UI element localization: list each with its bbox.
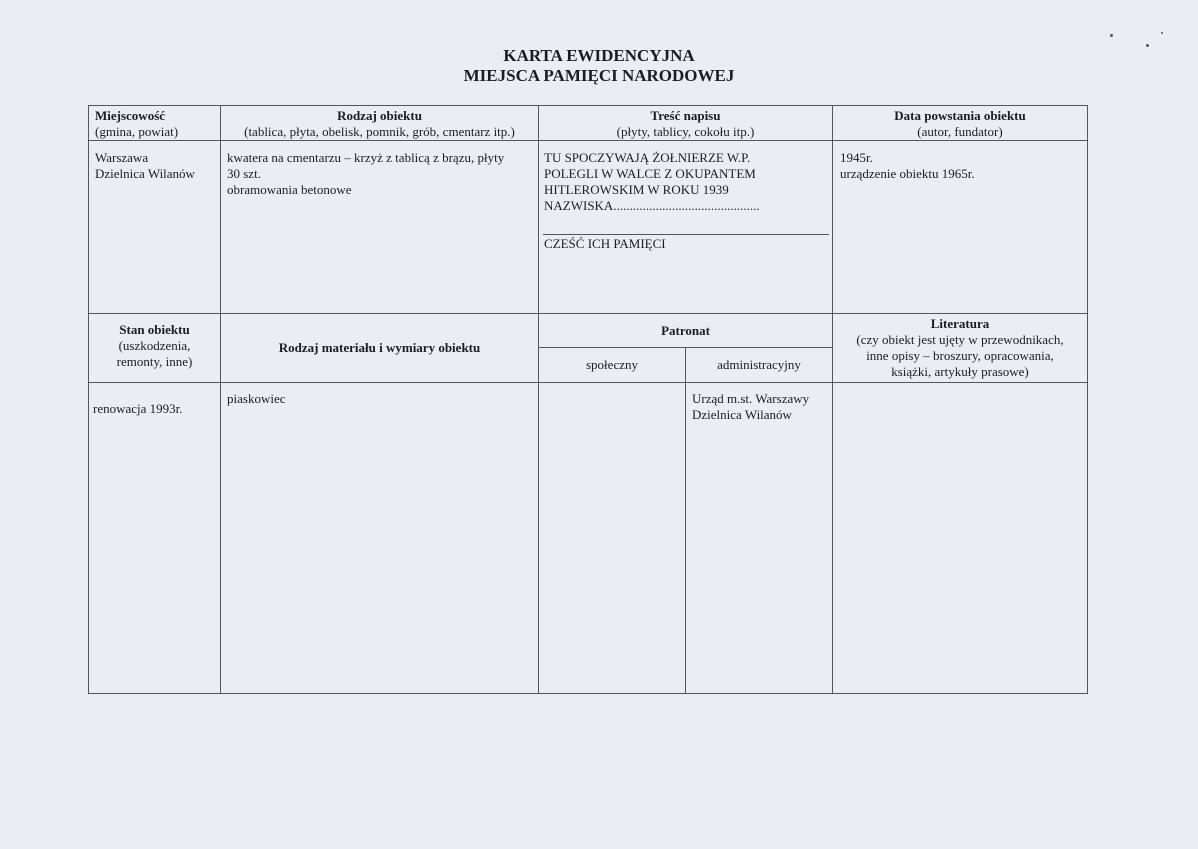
value-stan-obiektu [93, 401, 219, 417]
record-table [88, 105, 1088, 694]
header-administracyjny-label: administracyjny [717, 357, 801, 372]
value-tresc-line: POLEGLI W WALCE Z OKUPANTEM [544, 166, 756, 181]
col-divider-2 [538, 106, 539, 694]
row-divider-bottom-header [89, 382, 1087, 383]
col-divider-patronat [685, 347, 686, 694]
header-spoleczny-label: społeczny [586, 357, 638, 372]
header-data-title: Data powstania obiektu [894, 108, 1026, 123]
value-rodzaj-line: kwatera na cmentarzu – krzyż z tablicą z brązu, płyty [227, 150, 505, 165]
value-data-line: 1945r. [840, 150, 873, 165]
header-literatura-sub: (czy obiekt jest ujęty w przewodnikach, [856, 332, 1064, 347]
scan-speck [1146, 44, 1149, 47]
header-miejscowosc-title: Miejscowość [95, 108, 166, 123]
value-rodzaj-line: obramowania betonowe [227, 182, 352, 197]
header-literatura-sub: inne opisy – broszury, opracowania, [866, 348, 1054, 363]
row-divider-top-header [89, 140, 1087, 141]
value-data-line: urządzenie obiektu 1965r. [840, 166, 975, 181]
header-rodzaj-obiektu [221, 108, 538, 140]
value-miejscowosc [95, 150, 219, 182]
header-patronat-administracyjny [686, 357, 832, 373]
header-literatura-title: Literatura [930, 316, 990, 331]
value-rodzaj-obiektu [227, 150, 537, 198]
header-stan-sub: remonty, inne) [116, 354, 193, 369]
row-divider-mid [89, 313, 1087, 314]
header-tresc-napisu [539, 108, 832, 140]
scan-speck [1161, 32, 1163, 34]
header-rodzaj-sub: (tablica, płyta, obelisk, pomnik, grób, cmentarz itp.) [244, 124, 515, 139]
value-material-text: piaskowiec [227, 391, 286, 406]
header-stan-obiektu [89, 322, 220, 370]
value-administracyjny-line: Dzielnica Wilanów [692, 407, 792, 422]
header-tresc-title: Treść napisu [650, 108, 721, 123]
header-patronat-title: Patronat [661, 323, 710, 338]
scan-speck [1110, 34, 1113, 37]
inscription-rule [543, 234, 829, 235]
value-miejscowosc-line: Warszawa [95, 150, 149, 165]
value-material [227, 391, 537, 407]
header-rodzaj-title: Rodzaj obiektu [337, 108, 422, 123]
header-stan-sub: (uszkodzenia, [118, 338, 191, 353]
value-data-powstania [840, 150, 1086, 182]
header-patronat-spoleczny [539, 357, 685, 373]
col-divider-3 [832, 106, 833, 694]
page-title [0, 46, 1198, 86]
value-tresc-line: NAZWISKA............................................. [544, 198, 760, 213]
value-tresc-footer-text: CZEŚĆ ICH PAMIĘCI [544, 236, 666, 251]
header-literatura-sub: książki, artykuły prasowe) [891, 364, 1029, 379]
value-stan-text: renowacja 1993r. [93, 401, 183, 416]
value-administracyjny-line: Urząd m.st. Warszawy [692, 391, 810, 406]
header-literatura [833, 316, 1087, 380]
col-divider-1 [220, 106, 221, 694]
header-miejscowosc [89, 108, 220, 140]
header-miejscowosc-sub: (gmina, powiat) [95, 124, 179, 139]
header-material [221, 340, 538, 356]
header-stan-title: Stan obiektu [119, 322, 190, 337]
value-rodzaj-line: 30 szt. [227, 166, 261, 181]
title-line-2: MIEJSCA PAMIĘCI NARODOWEJ [463, 66, 735, 85]
header-patronat [539, 323, 832, 339]
header-data-powstania [833, 108, 1087, 140]
header-material-title: Rodzaj materiału i wymiary obiektu [278, 340, 481, 355]
title-line-1: KARTA EWIDENCYJNA [503, 46, 695, 65]
value-tresc-footer [544, 236, 832, 252]
value-tresc-line: TU SPOCZYWAJĄ ŻOŁNIERZE W.P. [544, 150, 751, 165]
value-tresc-napisu [544, 150, 832, 214]
value-tresc-line: HITLEROWSKIM W ROKU 1939 [544, 182, 729, 197]
header-data-sub: (autor, fundator) [917, 124, 1003, 139]
value-patronat-administracyjny [692, 391, 832, 423]
value-miejscowosc-line: Dzielnica Wilanów [95, 166, 195, 181]
header-tresc-sub: (płyty, tablicy, cokołu itp.) [616, 124, 755, 139]
